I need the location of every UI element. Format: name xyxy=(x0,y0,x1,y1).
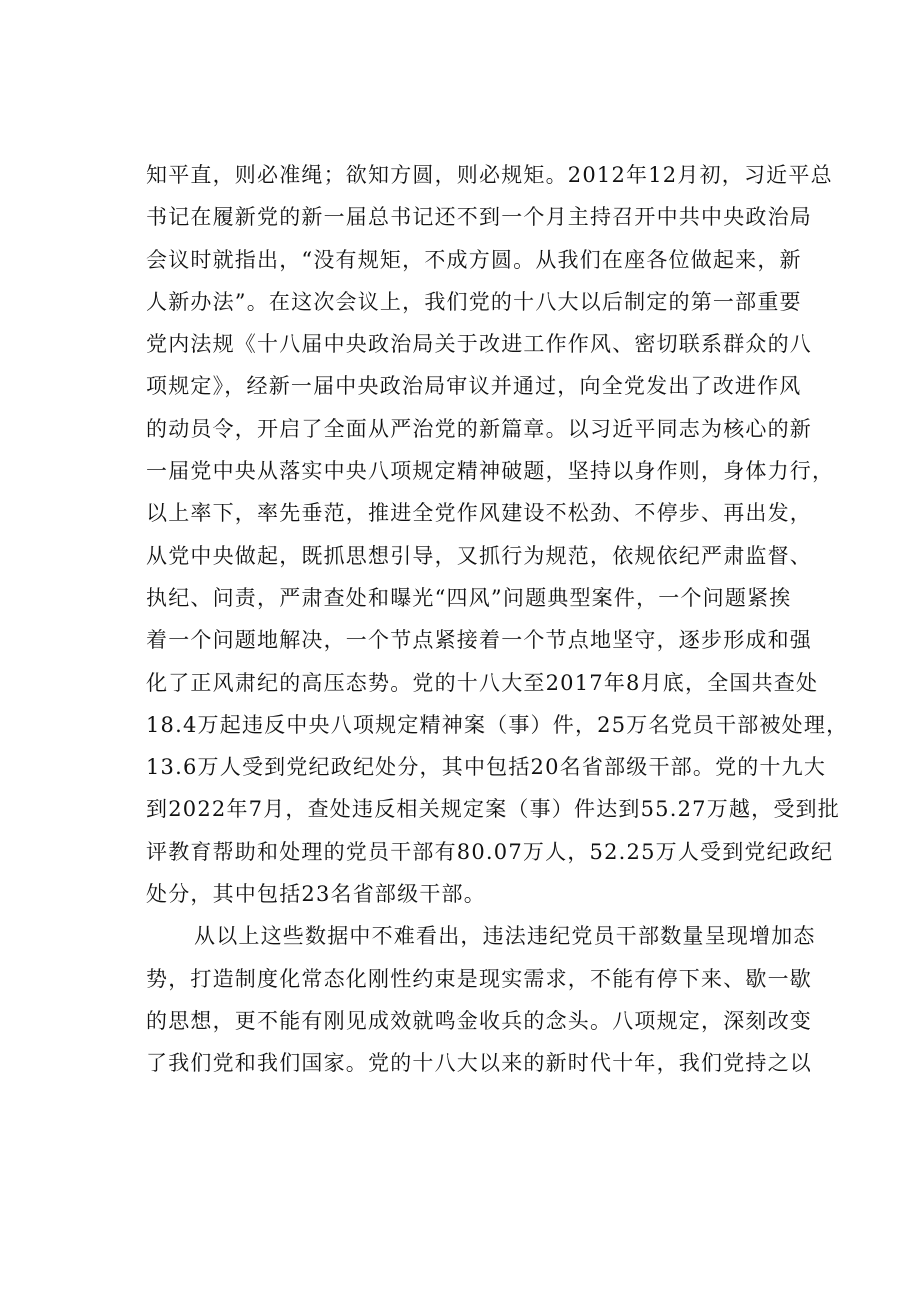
text-line: 的思想，更不能有刚见成效就鸣金收兵的念头。八项规定，深刻改变 xyxy=(146,1008,812,1033)
text-line: 势，打造制度化常态化刚性约束是现实需求，不能有停下来、歇一歇 xyxy=(146,966,812,991)
document-body xyxy=(146,154,849,1085)
text-line: 13.6万人受到党纪政纪处分，其中包括20名省部级干部。党的十九大 xyxy=(146,755,827,780)
text-line: 到2022年7月，查处违反相关规定案（事）件达到55.27万越，受到批 xyxy=(146,797,840,822)
text-line: 党内法规《十八届中央政治局关于改进工作作风、密切联系群众的八 xyxy=(146,332,812,357)
paragraph-first-line: 从以上这些数据中不难看出，违法违纪党员干部数量呈现增加态 xyxy=(194,924,816,949)
text-line: 知平直，则必准绳；欲知方圆，则必规矩。2012年12月初，习近平总 xyxy=(146,163,833,187)
text-line: 评教育帮助和处理的党员干部有80.07万人，52.25万人受到党纪政纪 xyxy=(146,839,834,864)
text-line: 处分，其中包括23名省部级干部。 xyxy=(146,882,486,907)
text-line: 18.4万起违反中央八项规定精神案（事）件，25万名党员干部被处理， xyxy=(146,712,849,737)
text-line: 书记在履新党的新一届总书记还不到一个月主持召开中共中央政治局 xyxy=(146,205,812,230)
text-line: 会议时就指出，“没有规矩，不成方圆。从我们在座各位做起来，新 xyxy=(146,247,802,272)
text-line: 项规定》，经新一届中央政治局审议并通过，向全党发出了改进作风 xyxy=(146,374,802,399)
text-line: 着一个问题地解决，一个节点紧接着一个节点地坚守，逐步形成和强 xyxy=(146,628,812,653)
text-line: 一届党中央从落实中央八项规定精神破题，坚持以身作则，身体力行， xyxy=(146,459,835,484)
text-line: 了我们党和我们国家。党的十八大以来的新时代十年，我们党持之以 xyxy=(146,1051,812,1076)
text-line: 的动员令，开启了全面从严治党的新篇章。以习近平同志为核心的新 xyxy=(146,416,812,441)
text-line: 执纪、问责，严肃查处和曝光“四风”问题典型案件，一个问题紧挨 xyxy=(146,585,792,610)
text-line: 以上率下，率先垂范，推进全党作风建设不松劲、不停步、再出发， xyxy=(146,501,812,526)
text-line: 人新办法”。在这次会议上，我们党的十八大以后制定的第一部重要 xyxy=(146,289,802,314)
text-line: 从党中央做起，既抓思想引导，又抓行为规范，依规依纪严肃监督、 xyxy=(146,543,812,568)
text-line: 化了正风肃纪的高压态势。党的十八大至2017年8月底，全国共查处 xyxy=(146,670,819,695)
